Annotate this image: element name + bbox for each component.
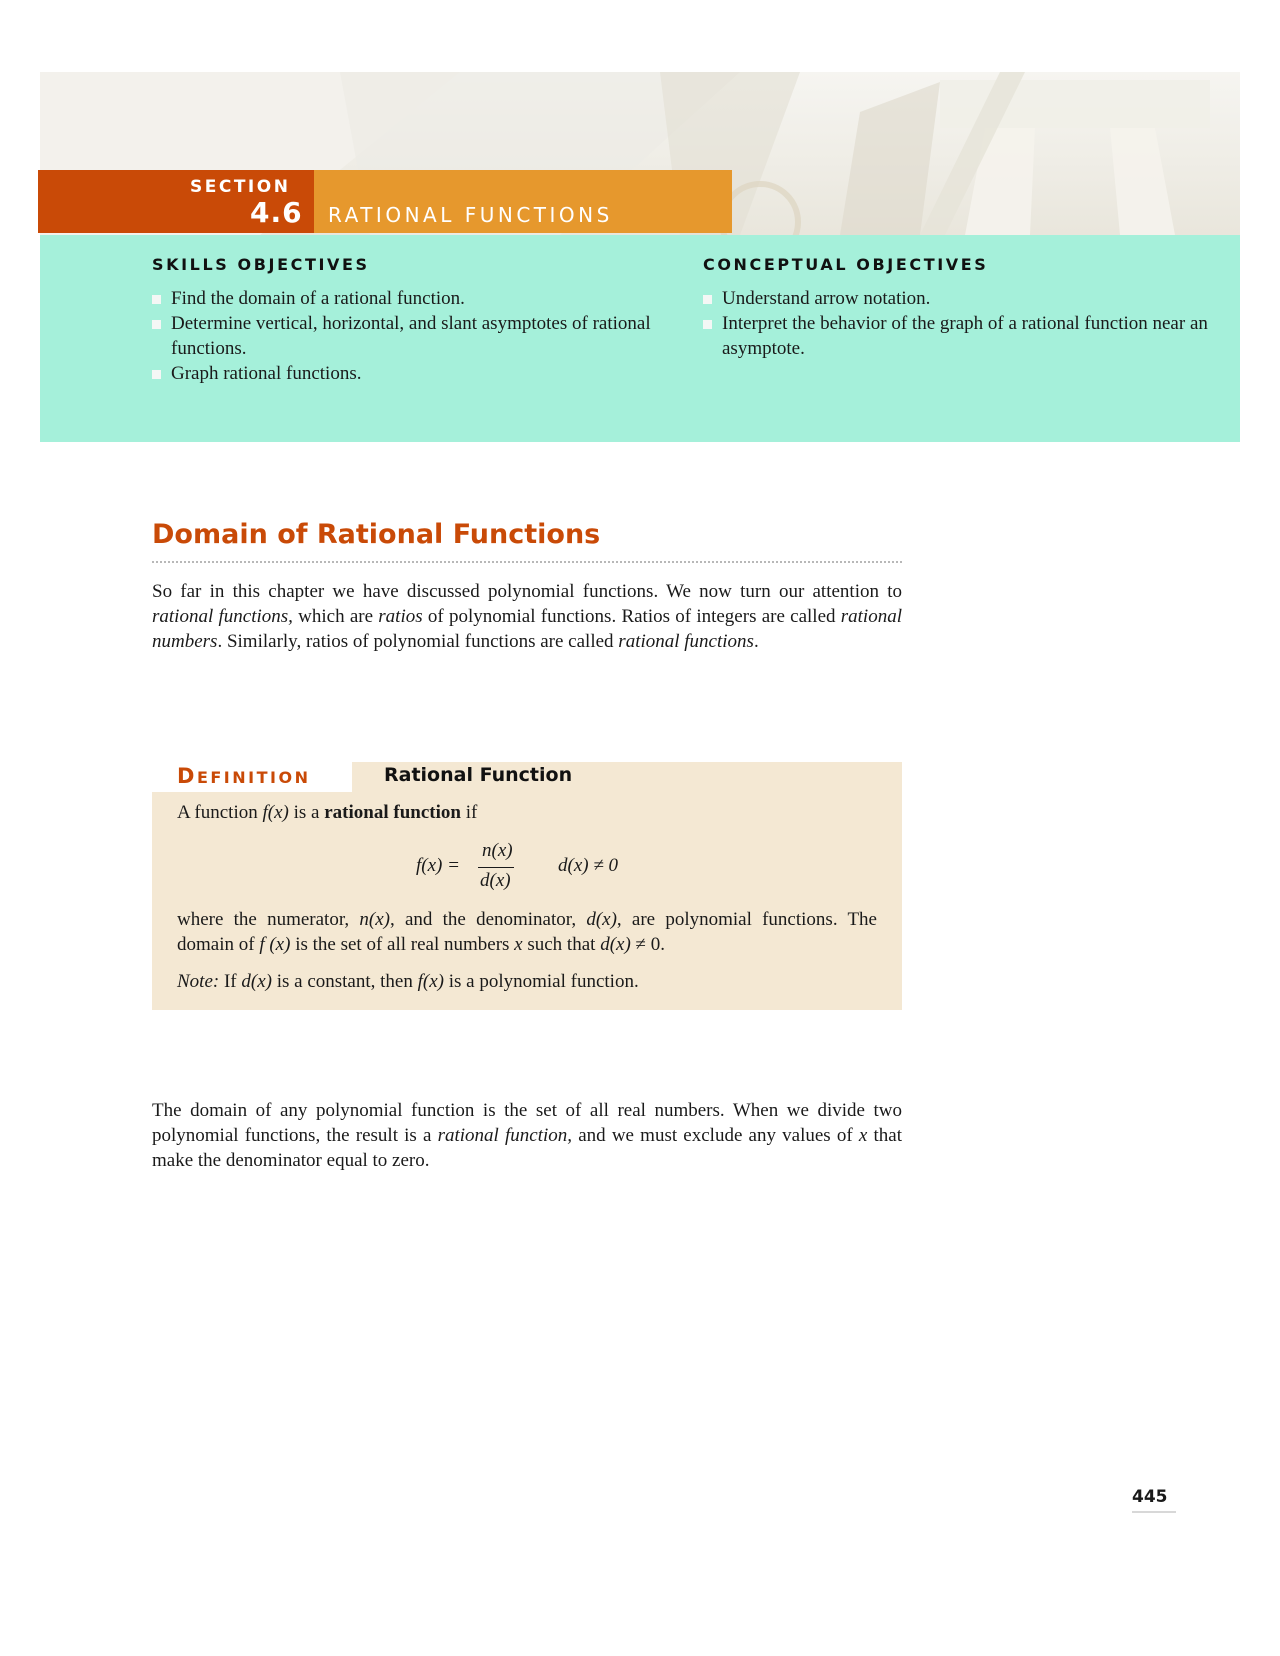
intro-paragraph: So far in this chapter we have discussed polynomial functions. We now turn our attention to rational functions, which are ratios of polynomial functions. Ratios of integers are called rational numbers. Similarly, ratios of polynomial functions are called rational functions. <box>152 581 902 652</box>
conceptual-objectives-heading: CONCEPTUAL OBJECTIVES <box>703 255 989 274</box>
square-bullet-icon <box>152 295 161 304</box>
definition-name: Rational Function <box>384 764 573 786</box>
conceptual-objectives-list <box>703 286 1223 361</box>
formula-numerator: n(x) <box>482 840 513 861</box>
definition-note: Note: If d(x) is a constant, then f(x) is a polynomial function. <box>177 971 639 992</box>
definition-label: DEFINITION <box>177 764 311 788</box>
definition-explanation: where the numerator, n(x), and the denominator, d(x), are polynomial functions. The domain of f (x) is the set of all real numbers x such that d(x) ≠ 0. <box>177 909 877 955</box>
list-item: Find the domain of a rational function. <box>152 286 682 311</box>
rational-function-formula <box>416 840 656 896</box>
section-heading: Domain of Rational Functions <box>152 519 601 550</box>
formula-condition: d(x) ≠ 0 <box>558 855 619 876</box>
fraction-bar <box>478 867 514 868</box>
page-number: 445 <box>1132 1487 1168 1507</box>
section-number: 4.6 <box>250 196 303 229</box>
skills-objectives <box>152 255 682 386</box>
section-title: RATIONAL FUNCTIONS <box>328 203 613 227</box>
list-item: Understand arrow notation. <box>703 286 1223 311</box>
square-bullet-icon <box>703 295 712 304</box>
square-bullet-icon <box>152 370 161 379</box>
list-item: Interpret the behavior of the graph of a rational function near an asymptote. <box>703 311 1223 361</box>
skills-objectives-heading: SKILLS OBJECTIVES <box>152 255 370 274</box>
closing-paragraph: The domain of any polynomial function is the set of all real numbers. When we divide two polynomial functions, the result is a rational function, and we must exclude any values of x that make the denominator equal to zero. <box>152 1100 902 1171</box>
objectives-panel <box>40 235 1240 442</box>
conceptual-objectives <box>703 255 1223 361</box>
square-bullet-icon <box>703 320 712 329</box>
section-label: SECTION <box>190 177 291 197</box>
heading-divider <box>152 561 902 563</box>
formula-denominator: d(x) <box>480 870 511 891</box>
square-bullet-icon <box>152 320 161 329</box>
page-number-rule <box>1132 1511 1176 1513</box>
skills-objectives-list <box>152 286 682 386</box>
definition-statement: A function f(x) is a rational function if <box>177 802 478 823</box>
list-item: Determine vertical, horizontal, and slant asymptotes of rational functions. <box>152 311 682 361</box>
list-item: Graph rational functions. <box>152 361 682 386</box>
formula-lhs: f(x) = <box>416 855 460 876</box>
